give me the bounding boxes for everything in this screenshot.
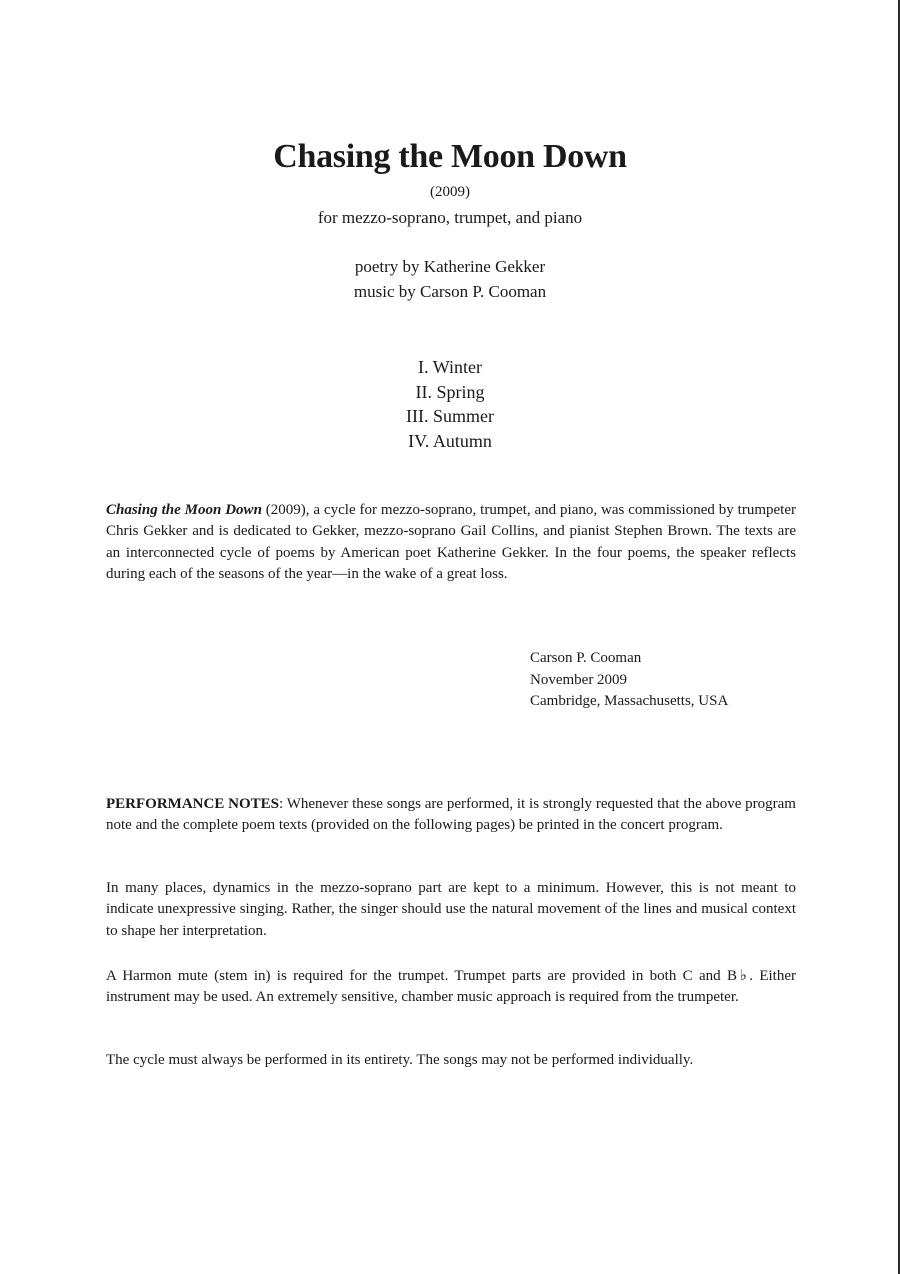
program-note-body: (2009), a cycle for mezzo-soprano, trumpet, and piano, was commissioned by trumpeter Chris Gekker and is dedicated to Gekker, mezzo-soprano Gail Collins, and pianist Stephen Brown. The texts are an interconnected cycle of poems by American poet Katherine Gekker. In the four poems, the speaker reflects during each of the seasons of the year—in the wake of a great loss. xyxy=(106,502,796,582)
performance-notes-label: PERFORMANCE NOTES xyxy=(106,796,279,812)
program-note-title: Chasing the Moon Down xyxy=(106,502,262,518)
music-credit: music by Carson P. Cooman xyxy=(353,282,547,301)
movement-item: I. Winter xyxy=(418,357,482,377)
movement-item: II. Spring xyxy=(415,381,485,402)
movement-item: IV. Autumn xyxy=(408,430,492,451)
signature-block xyxy=(530,648,728,713)
trumpet-note: A Harmon mute (stem in) is required for the trumpet. Trumpet parts are provided in both C and B♭. Either instrument may be used. An extremely sensitive, chamber music approach is required from the trumpeter. xyxy=(106,968,796,1006)
signature-date: November 2009 xyxy=(530,671,628,688)
poetry-credit: poetry by Katherine Gekker xyxy=(354,257,546,276)
work-year: (2009) xyxy=(430,184,470,200)
dynamics-note: In many places, dynamics in the mezzo-soprano part are kept to a minimum. However, this is not meant to indicate unexpressive singing. Rather, the singer should use the natural movement of the lines and musical context to shape her interpretation. xyxy=(106,880,796,939)
signature-name: Carson P. Cooman xyxy=(530,650,642,666)
work-title: Chasing the Moon Down xyxy=(273,138,627,175)
performance-notes-intro xyxy=(106,794,796,837)
movement-item: III. Summer xyxy=(406,406,494,426)
performance-notes-intro-text: : Whenever these songs are performed, it is strongly requested that the above program note and the complete poem texts (provided on the following pages) be printed in the concert program. xyxy=(106,796,796,834)
instrumentation: for mezzo-soprano, trumpet, and piano xyxy=(317,208,583,227)
program-note xyxy=(106,500,796,585)
signature-place: Cambridge, Massachusetts, USA xyxy=(530,693,729,709)
movement-list xyxy=(0,355,900,453)
entirety-note: The cycle must always be performed in its entirety. The songs may not be performed individually. xyxy=(106,1052,694,1068)
